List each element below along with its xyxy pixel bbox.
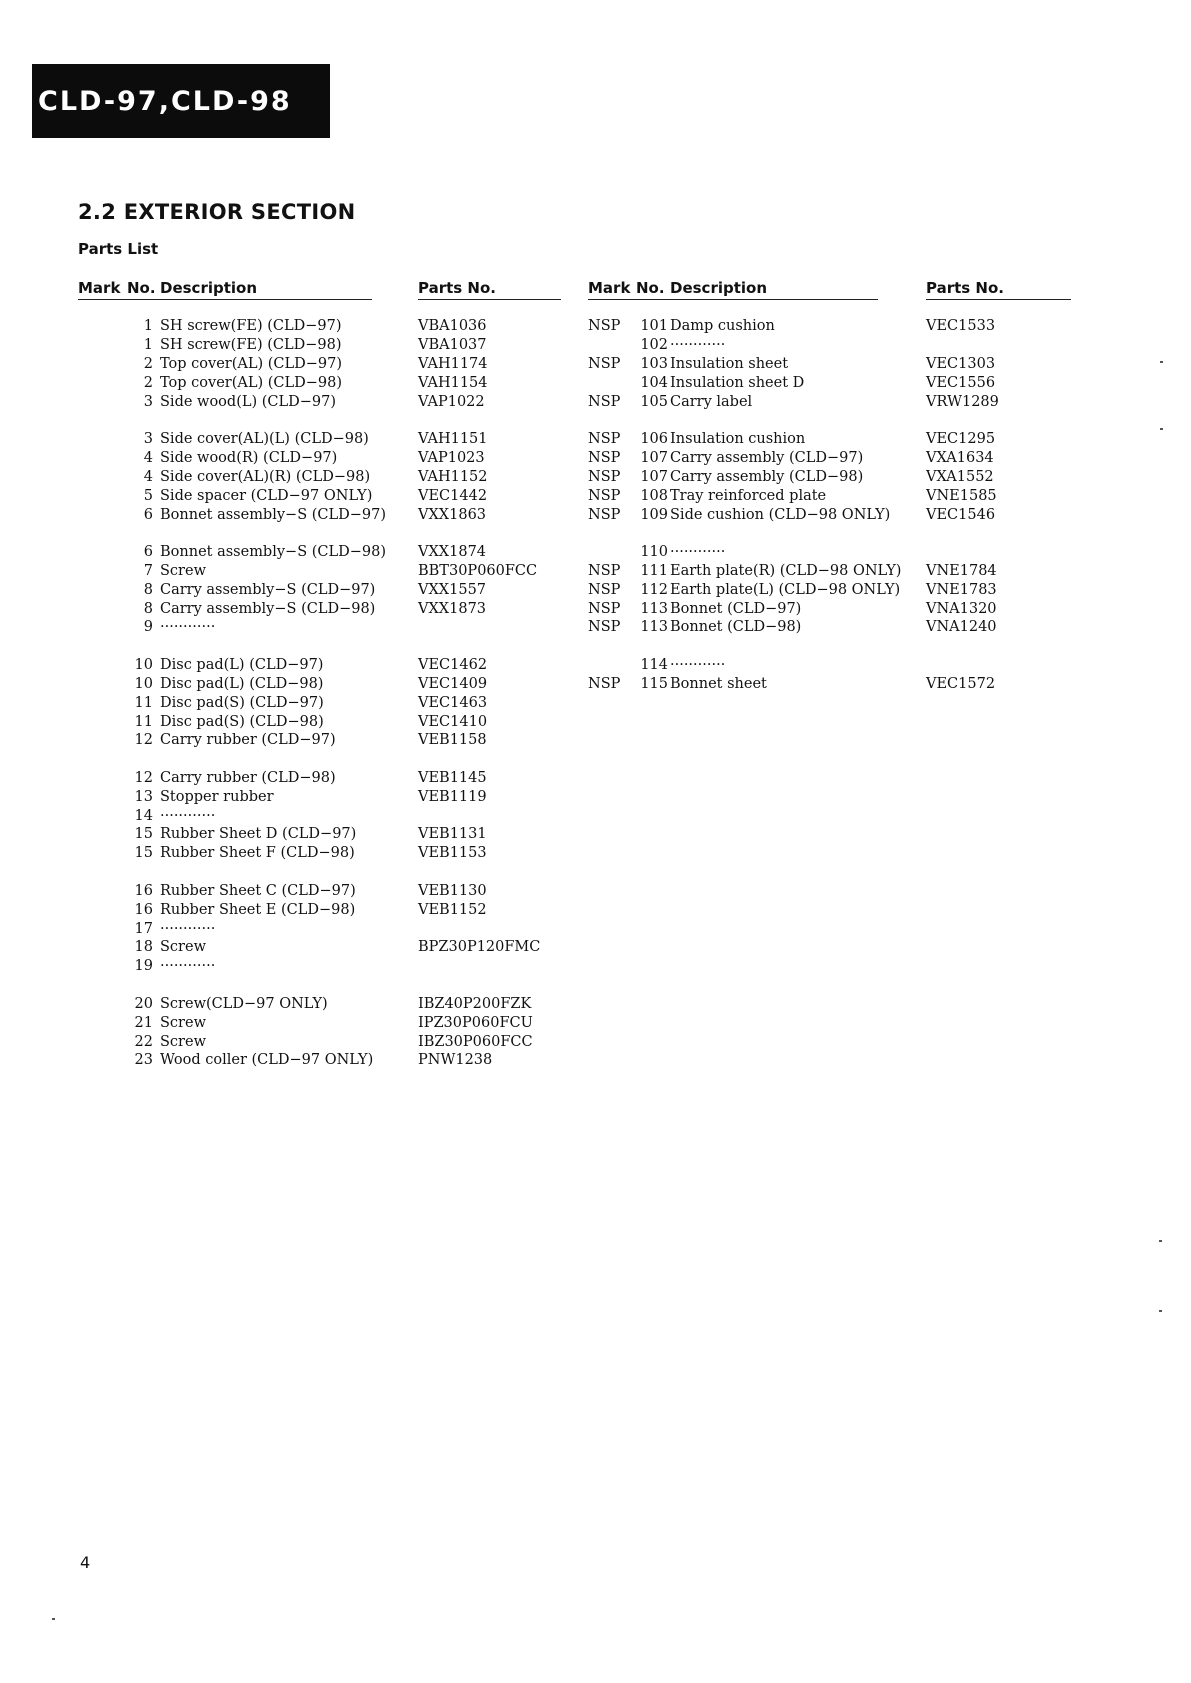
- table-row: [588, 676, 1074, 695]
- mark-cell: NSP: [588, 562, 621, 579]
- table-row: [588, 563, 1074, 582]
- mark-cell: NSP: [588, 318, 621, 334]
- description-cell: Side wood(L) (CLD−97): [160, 393, 337, 410]
- description-cell: Rubber Sheet C (CLD−97): [160, 882, 356, 899]
- description-cell: Side cover(AL)(R) (CLD−98): [160, 468, 371, 485]
- no-cell: 112: [640, 581, 668, 598]
- table-row: [78, 732, 568, 751]
- table-row: [78, 619, 568, 638]
- header-rule: [588, 299, 878, 300]
- no-cell: 14: [134, 807, 153, 824]
- parts-no-cell: VEC1442: [418, 487, 488, 504]
- table-row: [78, 770, 568, 789]
- description-cell: SH screw(FE) (CLD−98): [160, 336, 342, 353]
- description-cell: ············: [160, 619, 216, 636]
- description-cell: SH screw(FE) (CLD−97): [160, 318, 342, 334]
- parts-no-cell: VEC1556: [926, 374, 996, 391]
- mark-cell: NSP: [588, 430, 621, 447]
- table-row: [78, 1034, 568, 1053]
- no-cell: 106: [640, 430, 668, 447]
- table-row: [78, 939, 568, 958]
- table-row: [588, 507, 1074, 526]
- no-cell: 6: [143, 506, 153, 523]
- model-badge: CLD-97,CLD-98: [32, 64, 330, 138]
- no-cell: 7: [143, 562, 153, 579]
- no-cell: 17: [134, 920, 153, 937]
- description-cell: Disc pad(S) (CLD−98): [160, 713, 324, 730]
- table-row: [78, 845, 568, 864]
- parts-no-cell: VEC1409: [418, 675, 488, 692]
- no-cell: 4: [143, 449, 153, 466]
- description-cell: Disc pad(L) (CLD−98): [160, 675, 324, 692]
- table-row: [78, 582, 568, 601]
- table-row: [588, 356, 1074, 375]
- table-row: [78, 488, 568, 507]
- parts-no-cell: VEB1119: [418, 788, 487, 805]
- description-cell: Disc pad(S) (CLD−97): [160, 694, 324, 711]
- no-cell: 12: [134, 732, 153, 749]
- no-cell: 1: [143, 318, 153, 334]
- header-rule: [418, 299, 561, 300]
- no-cell: 16: [134, 901, 153, 918]
- description-cell: Earth plate(R) (CLD−98 ONLY): [670, 562, 902, 579]
- table-row: [78, 676, 568, 695]
- no-cell: 109: [640, 506, 668, 523]
- description-cell: Damp cushion: [670, 318, 775, 334]
- description-cell: ············: [160, 807, 216, 824]
- mark-cell: NSP: [588, 449, 621, 466]
- no-cell: 12: [134, 769, 153, 786]
- description-cell: Rubber Sheet E (CLD−98): [160, 901, 356, 918]
- description-cell: Carry assembly (CLD−98): [670, 468, 864, 485]
- no-cell: 20: [134, 995, 153, 1012]
- no-cell: 23: [134, 1052, 153, 1069]
- table-row: [78, 657, 568, 676]
- no-cell: 111: [640, 562, 668, 579]
- no-cell: 110: [640, 543, 668, 560]
- parts-no-cell: VXX1873: [418, 600, 487, 617]
- no-cell: 9: [143, 619, 153, 636]
- description-cell: Top cover(AL) (CLD−98): [160, 374, 343, 391]
- parts-no-cell: VAH1154: [418, 374, 488, 391]
- parts-no-cell: VEB1152: [418, 901, 487, 918]
- column-header-parts-no: Parts No.: [418, 279, 496, 297]
- no-cell: 115: [640, 675, 668, 692]
- parts-no-cell: VAP1023: [418, 449, 485, 466]
- no-cell: 16: [134, 882, 153, 899]
- parts-no-cell: IBZ30P060FCC: [418, 1033, 533, 1050]
- parts-no-cell: VXX1874: [418, 543, 487, 560]
- table-row: [588, 469, 1074, 488]
- table-row: [588, 318, 1074, 337]
- table-row: [588, 450, 1074, 469]
- scan-speck: [1160, 361, 1163, 363]
- column-header-mark: Mark: [588, 279, 631, 297]
- column-header-no: No.: [127, 279, 156, 297]
- table-row: [78, 789, 568, 808]
- description-cell: Wood coller (CLD−97 ONLY): [160, 1052, 374, 1069]
- no-cell: 8: [143, 600, 153, 617]
- parts-no-cell: VAH1174: [418, 355, 488, 372]
- scan-speck: [1160, 428, 1163, 430]
- mark-cell: NSP: [588, 506, 621, 523]
- parts-rows: [78, 318, 568, 1071]
- no-cell: 3: [143, 393, 153, 410]
- no-cell: 113: [640, 600, 668, 617]
- table-row: [588, 394, 1074, 413]
- description-cell: Bonnet assembly−S (CLD−97): [160, 506, 387, 523]
- no-cell: 10: [134, 656, 153, 673]
- table-header: [588, 279, 1074, 301]
- no-cell: 6: [143, 543, 153, 560]
- table-row: [78, 695, 568, 714]
- description-cell: Bonnet (CLD−97): [670, 600, 802, 617]
- parts-no-cell: IBZ40P200FZK: [418, 995, 532, 1012]
- scan-speck: [1159, 1310, 1162, 1312]
- description-cell: Carry assembly−S (CLD−98): [160, 600, 376, 617]
- parts-rows: [588, 318, 1074, 695]
- parts-no-cell: VXX1863: [418, 506, 487, 523]
- parts-no-cell: VEC1295: [926, 430, 996, 447]
- no-cell: 102: [640, 336, 668, 353]
- no-cell: 3: [143, 430, 153, 447]
- parts-no-cell: VEB1145: [418, 769, 487, 786]
- no-cell: 4: [143, 468, 153, 485]
- mark-cell: NSP: [588, 468, 621, 485]
- table-row: [78, 394, 568, 413]
- table-row: [78, 337, 568, 356]
- table-row: [78, 507, 568, 526]
- parts-no-cell: VAP1022: [418, 393, 485, 410]
- mark-cell: NSP: [588, 355, 621, 372]
- parts-no-cell: PNW1238: [418, 1052, 493, 1069]
- no-cell: 114: [640, 656, 668, 673]
- parts-no-cell: VEB1130: [418, 882, 487, 899]
- table-row: [78, 714, 568, 733]
- table-row: [588, 431, 1074, 450]
- table-row: [78, 356, 568, 375]
- description-cell: ············: [160, 920, 216, 937]
- description-cell: Insulation sheet: [670, 355, 789, 372]
- parts-no-cell: VNA1320: [926, 600, 997, 617]
- description-cell: ············: [670, 656, 726, 673]
- column-header-mark: Mark: [78, 279, 121, 297]
- description-cell: Side cushion (CLD−98 ONLY): [670, 506, 891, 523]
- parts-no-cell: VEC1533: [926, 318, 996, 334]
- parts-no-cell: VEB1158: [418, 732, 487, 749]
- no-cell: 1: [143, 336, 153, 353]
- description-cell: Carry rubber (CLD−98): [160, 769, 336, 786]
- parts-no-cell: VXA1634: [926, 449, 994, 466]
- table-row: [78, 601, 568, 620]
- parts-no-cell: VNE1784: [926, 562, 997, 579]
- description-cell: Screw: [160, 939, 206, 956]
- table-row: [588, 544, 1074, 563]
- column-header-parts-no: Parts No.: [926, 279, 1004, 297]
- description-cell: Stopper rubber: [160, 788, 274, 805]
- no-cell: 15: [134, 826, 153, 843]
- parts-no-cell: VEB1153: [418, 845, 487, 862]
- mark-cell: NSP: [588, 600, 621, 617]
- parts-no-cell: BPZ30P120FMC: [418, 939, 541, 956]
- parts-table-right: [588, 279, 1074, 695]
- no-cell: 18: [134, 939, 153, 956]
- mark-cell: NSP: [588, 393, 621, 410]
- no-cell: 104: [640, 374, 668, 391]
- parts-no-cell: VEB1131: [418, 826, 487, 843]
- mark-cell: NSP: [588, 581, 621, 598]
- description-cell: Carry assembly−S (CLD−97): [160, 581, 376, 598]
- no-cell: 21: [134, 1014, 153, 1031]
- description-cell: Rubber Sheet F (CLD−98): [160, 845, 355, 862]
- table-row: [78, 1015, 568, 1034]
- parts-no-cell: VEC1546: [926, 506, 996, 523]
- column-header-description: Description: [670, 279, 768, 297]
- parts-no-cell: VXX1557: [418, 581, 487, 598]
- no-cell: 107: [640, 468, 668, 485]
- table-row: [588, 375, 1074, 394]
- parts-list-heading: Parts List: [78, 240, 159, 258]
- no-cell: 11: [134, 694, 153, 711]
- description-cell: Side spacer (CLD−97 ONLY): [160, 487, 373, 504]
- parts-no-cell: VAH1151: [418, 430, 488, 447]
- mark-cell: NSP: [588, 619, 621, 636]
- section-title: 2.2 EXTERIOR SECTION: [78, 200, 356, 224]
- header-rule: [926, 299, 1071, 300]
- scan-speck: [52, 1618, 55, 1620]
- description-cell: Screw(CLD−97 ONLY): [160, 995, 328, 1012]
- no-cell: 5: [143, 487, 153, 504]
- table-row: [78, 469, 568, 488]
- description-cell: Tray reinforced plate: [670, 487, 827, 504]
- table-row: [78, 544, 568, 563]
- description-cell: Top cover(AL) (CLD−97): [160, 355, 343, 372]
- description-cell: Screw: [160, 562, 206, 579]
- page-number: 4: [80, 1553, 91, 1572]
- parts-no-cell: VNA1240: [926, 619, 997, 636]
- no-cell: 107: [640, 449, 668, 466]
- table-header: [78, 279, 568, 301]
- table-row: [588, 601, 1074, 620]
- table-row: [78, 902, 568, 921]
- description-cell: Side cover(AL)(L) (CLD−98): [160, 430, 369, 447]
- table-row: [78, 563, 568, 582]
- description-cell: Carry assembly (CLD−97): [670, 449, 864, 466]
- description-cell: Carry rubber (CLD−97): [160, 732, 336, 749]
- no-cell: 11: [134, 713, 153, 730]
- no-cell: 103: [640, 355, 668, 372]
- table-row: [78, 450, 568, 469]
- description-cell: Screw: [160, 1033, 206, 1050]
- parts-no-cell: VEC1462: [418, 656, 488, 673]
- description-cell: Bonnet assembly−S (CLD−98): [160, 543, 387, 560]
- no-cell: 2: [143, 355, 153, 372]
- parts-no-cell: VBA1037: [418, 336, 487, 353]
- description-cell: Side wood(R) (CLD−97): [160, 449, 338, 466]
- table-row: [78, 431, 568, 450]
- column-header-no: No.: [636, 279, 665, 297]
- table-row: [78, 375, 568, 394]
- table-row: [588, 657, 1074, 676]
- description-cell: ············: [670, 336, 726, 353]
- mark-cell: NSP: [588, 487, 621, 504]
- no-cell: 22: [134, 1033, 153, 1050]
- table-row: [588, 619, 1074, 638]
- parts-no-cell: IPZ30P060FCU: [418, 1014, 533, 1031]
- table-row: [78, 1052, 568, 1071]
- table-row: [588, 488, 1074, 507]
- description-cell: Rubber Sheet D (CLD−97): [160, 826, 357, 843]
- parts-no-cell: VEC1303: [926, 355, 996, 372]
- parts-no-cell: VBA1036: [418, 318, 487, 334]
- description-cell: Screw: [160, 1014, 206, 1031]
- table-row: [78, 318, 568, 337]
- no-cell: 105: [640, 393, 668, 410]
- description-cell: Bonnet sheet: [670, 675, 767, 692]
- table-row: [78, 958, 568, 977]
- description-cell: Disc pad(L) (CLD−97): [160, 656, 324, 673]
- parts-no-cell: VAH1152: [418, 468, 488, 485]
- table-row: [78, 883, 568, 902]
- no-cell: 13: [134, 788, 153, 805]
- column-header-description: Description: [160, 279, 258, 297]
- scan-speck: [1159, 1240, 1162, 1242]
- mark-cell: NSP: [588, 675, 621, 692]
- no-cell: 19: [134, 958, 153, 975]
- parts-no-cell: VEC1572: [926, 675, 996, 692]
- table-row: [78, 996, 568, 1015]
- description-cell: Earth plate(L) (CLD−98 ONLY): [670, 581, 901, 598]
- table-row: [78, 808, 568, 827]
- description-cell: Insulation cushion: [670, 430, 806, 447]
- description-cell: ············: [160, 958, 216, 975]
- no-cell: 101: [640, 318, 668, 334]
- header-rule: [78, 299, 372, 300]
- description-cell: ············: [670, 543, 726, 560]
- description-cell: Carry label: [670, 393, 753, 410]
- table-row: [78, 921, 568, 940]
- parts-no-cell: VEC1463: [418, 694, 488, 711]
- table-row: [588, 337, 1074, 356]
- parts-no-cell: VNE1783: [926, 581, 997, 598]
- description-cell: Insulation sheet D: [670, 374, 805, 391]
- parts-no-cell: BBT30P060FCC: [418, 562, 538, 579]
- no-cell: 108: [640, 487, 668, 504]
- parts-table-left: [78, 279, 568, 1071]
- no-cell: 2: [143, 374, 153, 391]
- table-row: [78, 826, 568, 845]
- table-row: [588, 582, 1074, 601]
- no-cell: 15: [134, 845, 153, 862]
- no-cell: 113: [640, 619, 668, 636]
- parts-no-cell: VEC1410: [418, 713, 488, 730]
- parts-no-cell: VRW1289: [926, 393, 999, 410]
- parts-no-cell: VXA1552: [926, 468, 994, 485]
- parts-no-cell: VNE1585: [926, 487, 997, 504]
- no-cell: 10: [134, 675, 153, 692]
- description-cell: Bonnet (CLD−98): [670, 619, 802, 636]
- no-cell: 8: [143, 581, 153, 598]
